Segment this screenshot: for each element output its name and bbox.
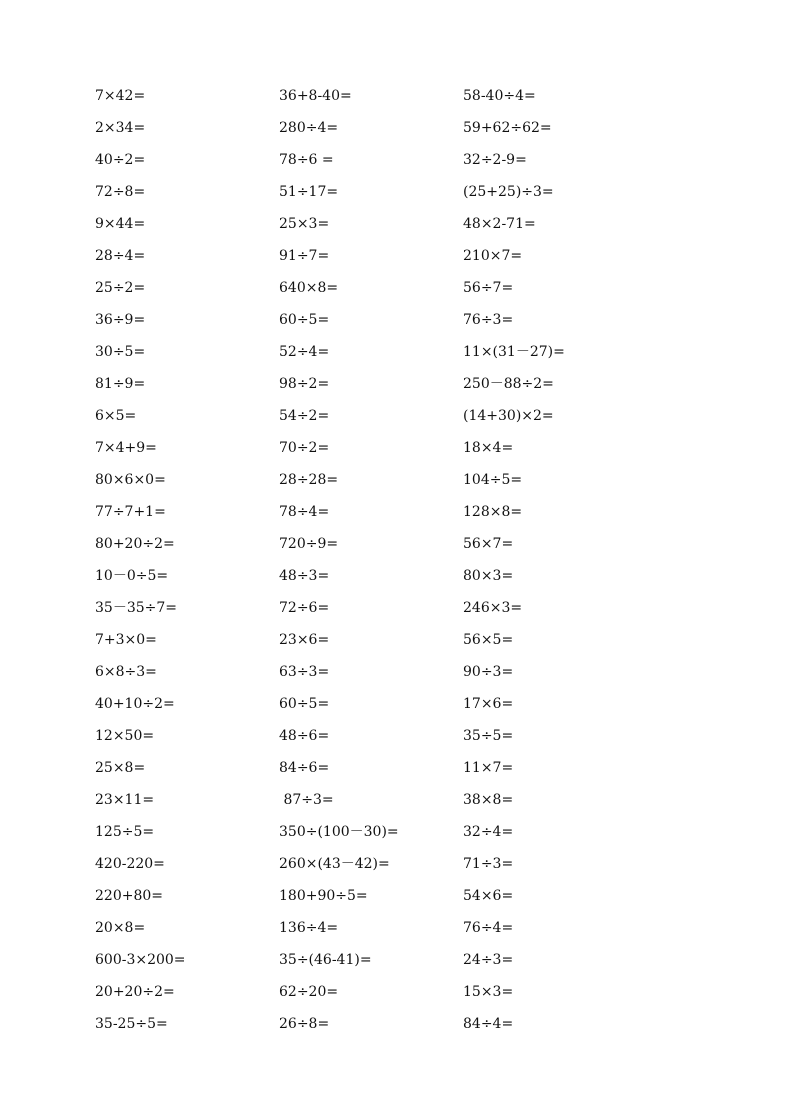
math-problem: 36+8-40= [279, 88, 352, 104]
math-problem: 20×8= [95, 920, 146, 936]
math-problem: 10－0÷5= [95, 568, 169, 584]
math-problem: 180+90÷5= [279, 888, 368, 904]
math-problem: 11×7= [463, 760, 514, 776]
math-problem: (25+25)÷3= [463, 184, 554, 200]
math-problem: 60÷5= [279, 696, 330, 712]
math-problem: 11×(31－27)= [463, 344, 565, 360]
math-problem: 56÷7= [463, 280, 514, 296]
math-problem: 35－35÷7= [95, 600, 177, 616]
math-problem: 280÷4= [279, 120, 339, 136]
math-problem: 7×4+9= [95, 440, 157, 456]
math-problem: 28÷4= [95, 248, 146, 264]
math-problem: 90÷3= [463, 664, 514, 680]
math-problem: 246×3= [463, 600, 523, 616]
math-problem: 84÷6= [279, 760, 330, 776]
math-problem: 63÷3= [279, 664, 330, 680]
math-problem: 98÷2= [279, 376, 330, 392]
math-problem: 36÷9= [95, 312, 146, 328]
math-problem: 54÷2= [279, 408, 330, 424]
math-problem: 220+80= [95, 888, 163, 904]
math-problem: 12×50= [95, 728, 155, 744]
math-problem: 9×44= [95, 216, 146, 232]
math-problem: 18×4= [463, 440, 514, 456]
math-problem: 60÷5= [279, 312, 330, 328]
math-problem: (14+30)×2= [463, 408, 554, 424]
math-problem: 104÷5= [463, 472, 523, 488]
math-problem: 35-25÷5= [95, 1016, 168, 1032]
math-problem: 23×6= [279, 632, 330, 648]
math-problem: 600-3×200= [95, 952, 186, 968]
math-problem: 54×6= [463, 888, 514, 904]
math-problem: 48×2-71= [463, 216, 536, 232]
math-problem: 15×3= [463, 984, 514, 1000]
math-problem: 40÷2= [95, 152, 146, 168]
math-problem: 80×3= [463, 568, 514, 584]
math-problem: 40+10÷2= [95, 696, 175, 712]
math-problem: 70÷2= [279, 440, 330, 456]
math-problem: 59+62÷62= [463, 120, 552, 136]
math-problem: 51÷17= [279, 184, 339, 200]
math-problem: 420-220= [95, 856, 165, 872]
math-problem: 125÷5= [95, 824, 155, 840]
math-problem: 720÷9= [279, 536, 339, 552]
math-problem: 25÷2= [95, 280, 146, 296]
math-problem: 20+20÷2= [95, 984, 175, 1000]
problem-column-2 [279, 85, 464, 1045]
math-problem: 76÷3= [463, 312, 514, 328]
math-problem: 7+3×0= [95, 632, 157, 648]
math-problem: 48÷3= [279, 568, 330, 584]
math-problem: 2×34= [95, 120, 146, 136]
math-problem: 210×7= [463, 248, 523, 264]
math-problem: 87÷3= [279, 792, 334, 808]
math-problem: 32÷2-9= [463, 152, 527, 168]
math-problem: 72÷8= [95, 184, 146, 200]
math-problem: 72÷6= [279, 600, 330, 616]
math-problem: 17×6= [463, 696, 514, 712]
math-problem: 52÷4= [279, 344, 330, 360]
math-problem: 78÷4= [279, 504, 330, 520]
math-problem: 62÷20= [279, 984, 339, 1000]
math-problem: 128×8= [463, 504, 523, 520]
math-problem: 32÷4= [463, 824, 514, 840]
math-problem: 35÷(46-41)= [279, 952, 372, 968]
math-problem: 71÷3= [463, 856, 514, 872]
math-problem: 77÷7+1= [95, 504, 166, 520]
math-problem: 25×3= [279, 216, 330, 232]
math-problem: 23×11= [95, 792, 155, 808]
math-problem: 6×8÷3= [95, 664, 157, 680]
math-problem: 30÷5= [95, 344, 146, 360]
problem-column-3 [463, 85, 648, 1045]
math-problem: 35÷5= [463, 728, 514, 744]
problem-column-1 [95, 85, 280, 1045]
math-problem: 58-40÷4= [463, 88, 536, 104]
math-problem: 250－88÷2= [463, 376, 554, 392]
math-problem: 260×(43－42)= [279, 856, 390, 872]
math-problem: 7×42= [95, 88, 146, 104]
math-problem: 350÷(100－30)= [279, 824, 399, 840]
math-problem: 640×8= [279, 280, 339, 296]
math-problem: 24÷3= [463, 952, 514, 968]
math-problem: 80×6×0= [95, 472, 166, 488]
math-problem: 6×5= [95, 408, 137, 424]
math-problem: 78÷6 = [279, 152, 334, 168]
math-problem: 28÷28= [279, 472, 339, 488]
math-problem: 76÷4= [463, 920, 514, 936]
math-problem: 136÷4= [279, 920, 339, 936]
math-problem: 26÷8= [279, 1016, 330, 1032]
math-problem: 56×5= [463, 632, 514, 648]
math-problem: 80+20÷2= [95, 536, 175, 552]
math-problem: 56×7= [463, 536, 514, 552]
math-problem: 25×8= [95, 760, 146, 776]
math-problem: 81÷9= [95, 376, 146, 392]
math-problem: 91÷7= [279, 248, 330, 264]
math-problem: 84÷4= [463, 1016, 514, 1032]
math-problem: 48÷6= [279, 728, 330, 744]
math-problem: 38×8= [463, 792, 514, 808]
